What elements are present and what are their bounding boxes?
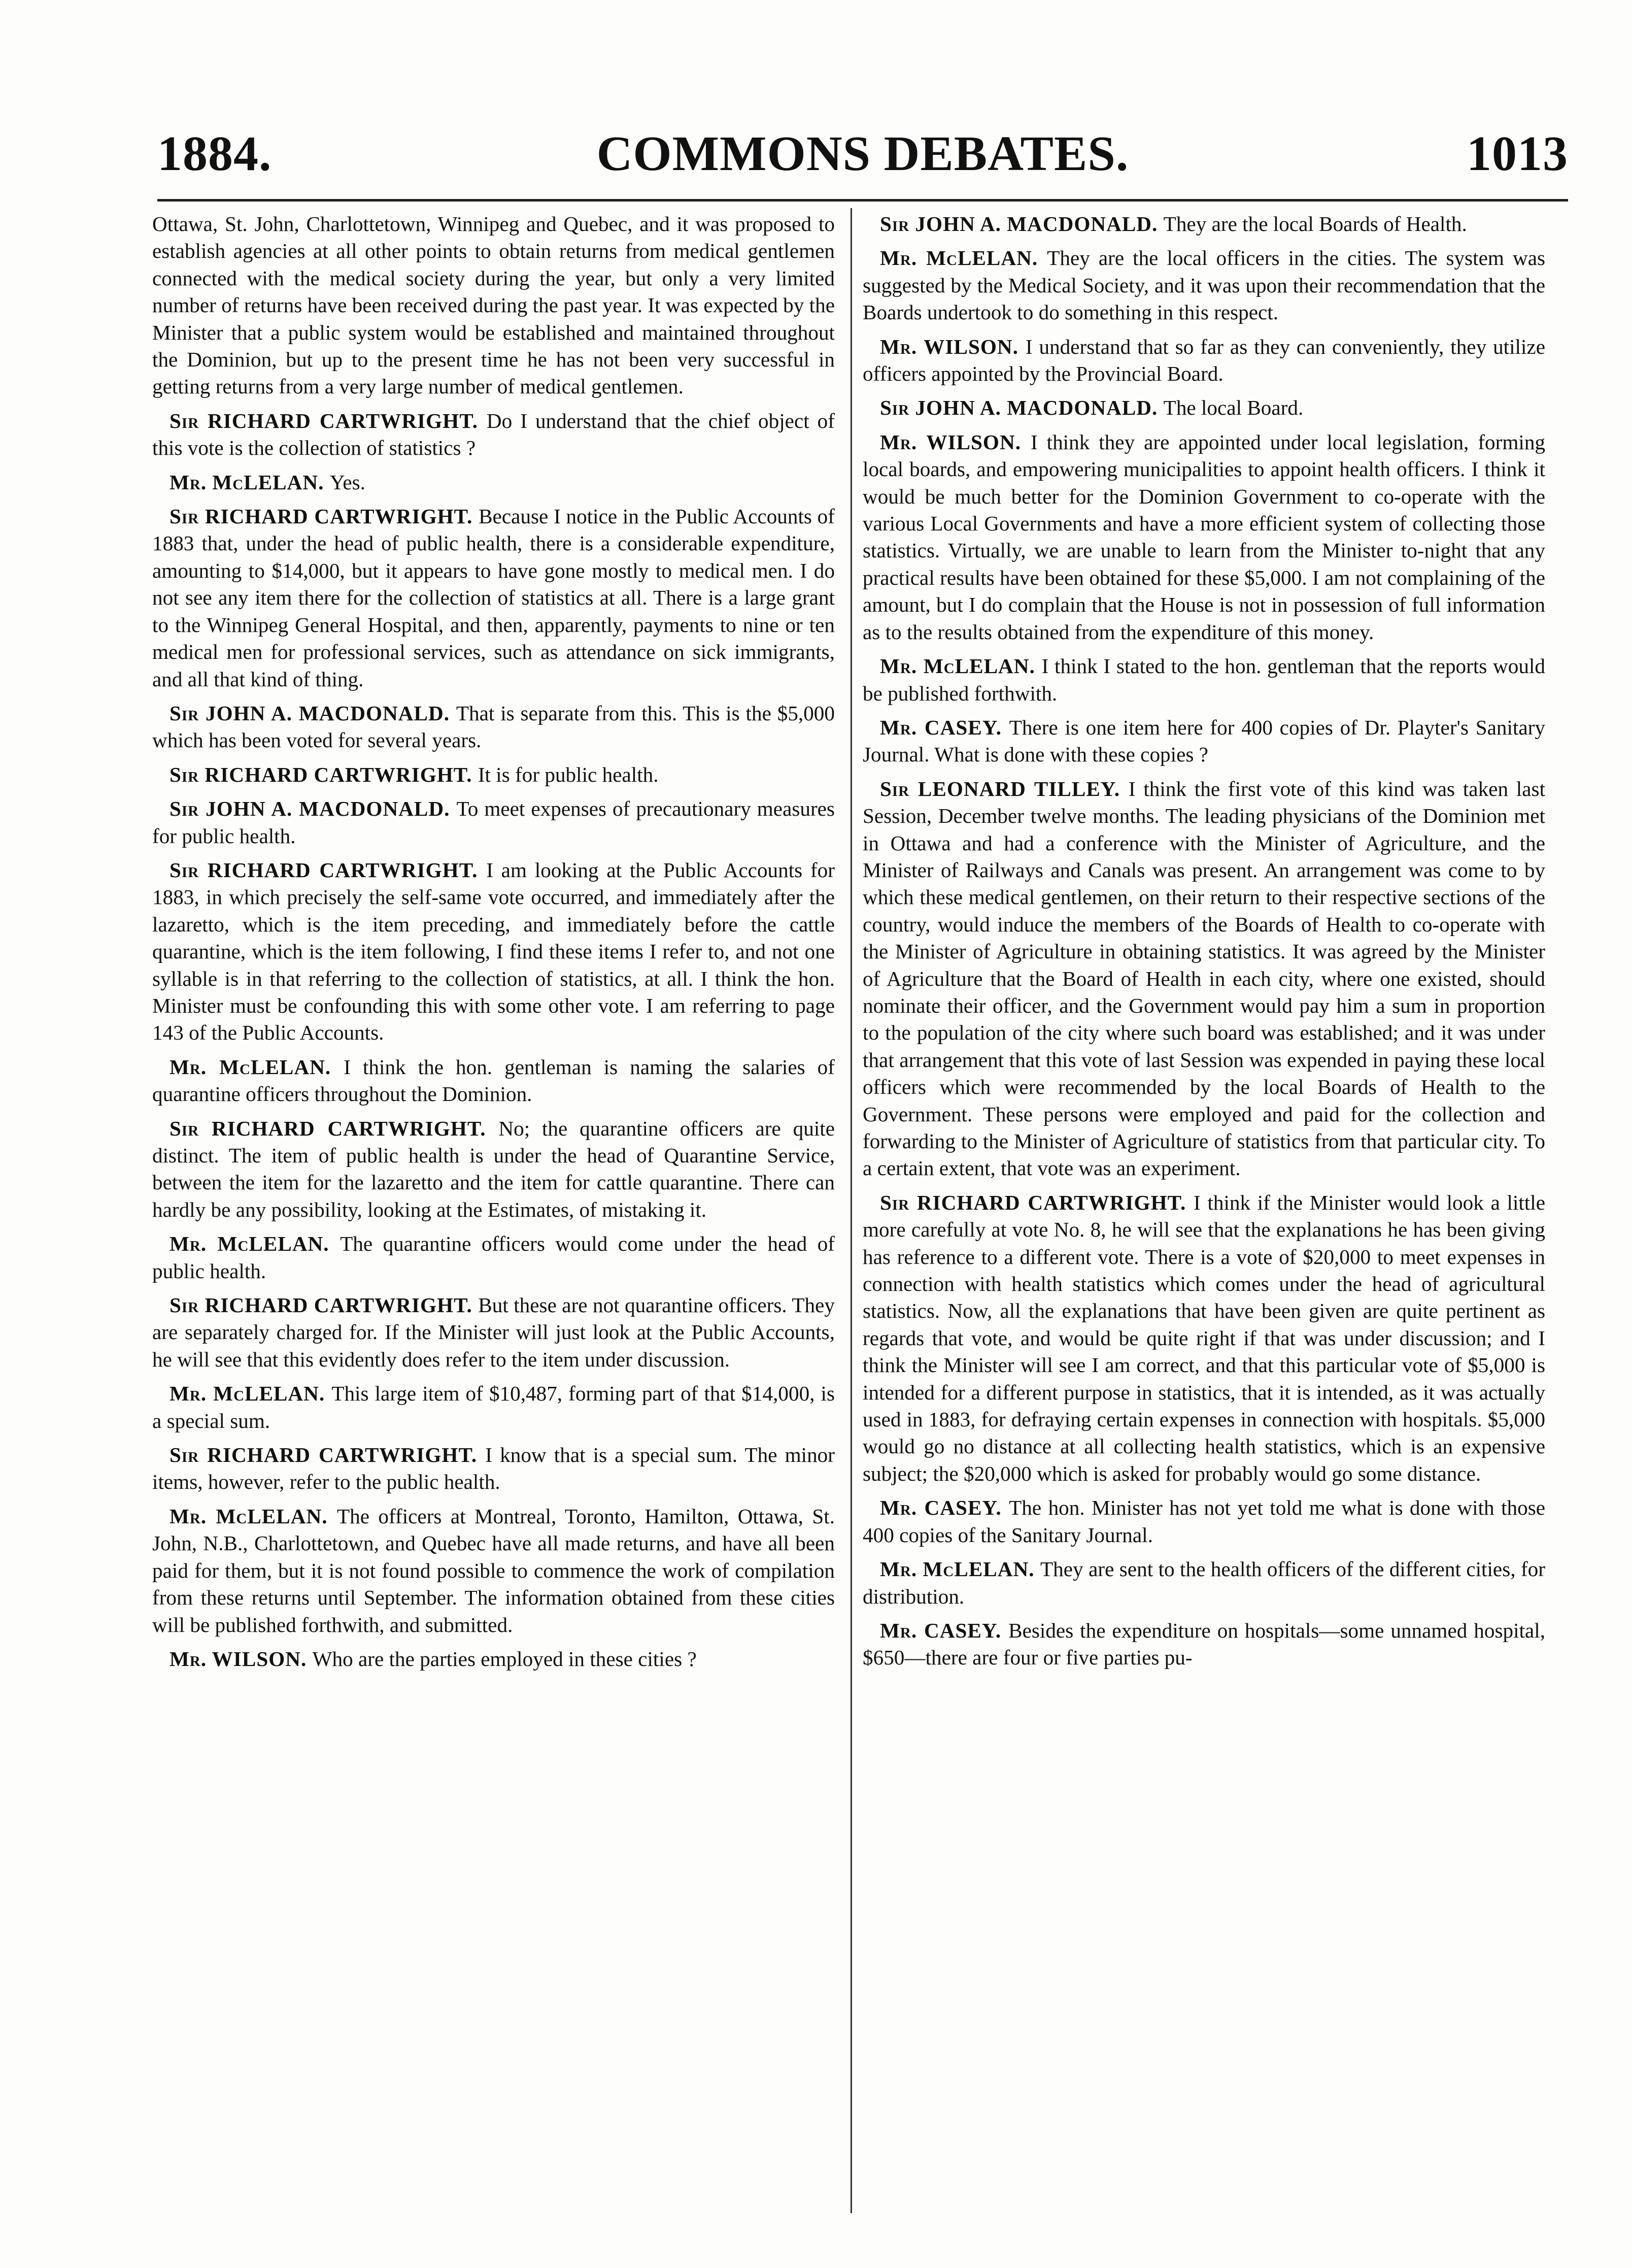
speech-text: They are the local officers in the cities. The system was suggested by the Medical Society, and it was upon their recommendation that the Boards undertook to do something in this respect. bbox=[863, 246, 1546, 324]
speech-text: I think the first vote of this kind was taken last Session, December twelve months. The leading physicians of the Dominion met in Ottawa and had a conference with the Minister of Agriculture, and the Minister of Railways and Canals was present. An arrangement was come to by which these medical gentlemen, on their return to their respective sections of the country, would induce the members of the Boards of Health to co-operate with the Minister of Agriculture in obtaining statistics. It was agreed by the Minister of Agriculture that the Board of Health in each city, where one existed, should nominate their officer, and the Government would pay him a sum in proportion to the population of the city where such board was established; and it was under that arrangement that this vote of last Session was expended in paying these local officers which were recommended by the local Boards of Health to the Government. These persons were employed and paid for the collection and forwarding to the Minister of Agriculture of statistics from that particular city. To a certain extent, that vote was an experiment. bbox=[863, 777, 1546, 1180]
speaker-name: Sir JOHN A. MACDONALD. bbox=[880, 396, 1158, 420]
speech-paragraph bbox=[863, 653, 1545, 707]
speaker-name: Sir RICHARD CARTWRIGHT. bbox=[169, 1293, 472, 1317]
speech-paragraph bbox=[152, 1646, 835, 1673]
speech-paragraph bbox=[863, 1189, 1545, 1487]
speaker-name: Sir JOHN A. MACDONALD. bbox=[880, 212, 1158, 236]
speech-text: I understand that so far as they can conveniently, they utilize officers appointed by the Provincial Board. bbox=[863, 335, 1545, 386]
speech-text: But these are not quarantine officers. They are separately charged for. If the Minister will just look at the Public Accounts, he will see that this evidently does refer to the item under discussion. bbox=[152, 1293, 835, 1371]
speech-paragraph bbox=[152, 408, 835, 462]
speech-paragraph bbox=[152, 211, 835, 401]
speech-paragraph bbox=[152, 700, 835, 754]
header-year: 1884. bbox=[157, 126, 272, 181]
speech-text: The hon. Minister has not yet told me what is done with those 400 copies of the Sanitary Journal. bbox=[863, 1496, 1546, 1547]
speaker-name: Sir RICHARD CARTWRIGHT. bbox=[169, 858, 478, 882]
speaker-name: Sir JOHN A. MACDONALD. bbox=[169, 797, 450, 821]
speech-paragraph bbox=[152, 1230, 835, 1285]
speech-text: There is one item here for 400 copies of Dr. Playter's Sanitary Journal. What is done with these copies ? bbox=[863, 715, 1545, 766]
speech-paragraph bbox=[152, 1115, 835, 1224]
speaker-name: Mr. McLELAN. bbox=[169, 1232, 329, 1256]
speech-paragraph bbox=[152, 1380, 835, 1435]
speaker-name: Sir RICHARD CARTWRIGHT. bbox=[169, 1443, 478, 1467]
speech-text: The officers at Montreal, Toronto, Hamilton, Ottawa, St. John, N.B., Charlottetown, and Quebec have all made returns, and have all been paid for them, but it is not found possible to commence the work of compilation from these returns until September. The information obtained from these cities will be published forthwith, and submitted. bbox=[152, 1504, 835, 1637]
speech-paragraph bbox=[152, 1054, 835, 1108]
speaker-name: Mr. McLELAN. bbox=[169, 470, 324, 494]
speech-text: It is for public health. bbox=[478, 762, 659, 786]
speaker-name: Mr. WILSON. bbox=[880, 430, 1021, 454]
speaker-name: Sir RICHARD CARTWRIGHT. bbox=[169, 505, 473, 528]
speech-text: The quarantine officers would come under the head of public health. bbox=[152, 1232, 835, 1283]
speech-paragraph bbox=[152, 857, 835, 1047]
left-column bbox=[152, 211, 835, 1680]
speaker-name: Sir RICHARD CARTWRIGHT. bbox=[169, 409, 478, 432]
speaker-name: Mr. McLELAN. bbox=[169, 1055, 331, 1079]
speech-paragraph bbox=[863, 1617, 1545, 1672]
speaker-name: Sir RICHARD CARTWRIGHT. bbox=[169, 762, 472, 786]
speech-text: I am looking at the Public Accounts for 1883, in which precisely the self-same vote occurred, and immediately after the lazaretto, which is the item preceding, and immediately before the cattle quarantine, which is the item following, I find these items I refer to, and not one syllable is in that referring to the collection of statistics, at all. I think the hon. Minister must be confounding this with some other vote. I am referring to page 143 of the Public Accounts. bbox=[152, 858, 835, 1045]
speaker-name: Mr. CASEY. bbox=[880, 1618, 1002, 1642]
speech-text: The local Board. bbox=[1163, 396, 1304, 420]
speaker-name: Mr. CASEY. bbox=[880, 715, 1002, 739]
speech-paragraph bbox=[152, 1292, 835, 1373]
speech-paragraph bbox=[863, 1494, 1545, 1549]
speech-text: I think they are appointed under local legislation, forming local boards, and empowering municipalities to appoint health officers. I think it would be much better for the Dominion Government to co-operate with the various Local Governments and have a more efficient system of collecting those statistics. Virtually, we are unable to learn from the Minister to-night that any practical results have been obtained for these $5,000. I am not complaining of the amount, but I do complain that the House is not in possession of full information as to the results obtained from the expenditure of this money. bbox=[863, 430, 1546, 644]
speaker-name: Mr. WILSON. bbox=[169, 1647, 307, 1671]
speaker-name: Mr. CASEY. bbox=[880, 1496, 1002, 1520]
speech-text: Besides the expenditure on hospitals—some unnamed hospital, $650—there are four or five parties pu- bbox=[863, 1618, 1545, 1670]
speaker-name: Sir JOHN A. MACDONALD. bbox=[169, 701, 450, 725]
speech-text: I think the hon. gentleman is naming the salaries of quarantine officers throughout the Dominion. bbox=[152, 1055, 835, 1106]
speech-text: They are the local Boards of Health. bbox=[1163, 212, 1467, 236]
speech-paragraph bbox=[863, 333, 1545, 388]
speech-paragraph bbox=[863, 211, 1545, 238]
speaker-name: Mr. McLELAN. bbox=[169, 1382, 325, 1406]
speech-text: That is separate from this. This is the $5,000 which has been voted for several years. bbox=[152, 701, 835, 752]
header-page-number: 1013 bbox=[1467, 126, 1568, 181]
speaker-name: Sir RICHARD CARTWRIGHT. bbox=[880, 1190, 1186, 1214]
speech-text: No; the quarantine officers are quite distinct. The item of public health is under the head of Quarantine Service, between the item for the lazaretto and the item for cattle quarantine. There can hardly be any possibility, looking at the Estimates, of mistaking it. bbox=[152, 1116, 835, 1221]
header-rule bbox=[157, 199, 1568, 202]
speech-paragraph bbox=[863, 714, 1545, 769]
speech-text: They are sent to the health officers of the different cities, for distribution. bbox=[863, 1557, 1545, 1608]
speech-text: I think I stated to the hon. gentleman that the reports would be published forthwith. bbox=[863, 654, 1546, 705]
speech-paragraph bbox=[863, 429, 1545, 646]
speaker-name: Mr. McLELAN. bbox=[880, 654, 1035, 678]
speech-text: Yes. bbox=[329, 470, 365, 494]
speech-paragraph bbox=[152, 795, 835, 850]
column-divider bbox=[851, 208, 852, 2213]
speaker-name: Mr. WILSON. bbox=[880, 335, 1018, 358]
speaker-name: Mr. McLELAN. bbox=[880, 1557, 1035, 1581]
speech-text: Ottawa, St. John, Charlottetown, Winnipeg and Quebec, and it was proposed to establish agencies at all other points to obtain returns from medical gentlemen connected with the medical society during the year, but only a very limited number of returns have been received during the past year. It was expected by the Minister that a public system would be established and maintained throughout the Dominion, but up to the present time he has not been very successful in getting returns from a very large number of medical gentlemen. bbox=[152, 212, 835, 398]
speech-paragraph bbox=[863, 245, 1545, 326]
header-title: COMMONS DEBATES. bbox=[596, 126, 1129, 181]
speech-paragraph bbox=[863, 394, 1545, 421]
speech-paragraph bbox=[863, 1556, 1545, 1610]
speech-paragraph bbox=[152, 469, 835, 496]
speaker-name: Mr. McLELAN. bbox=[169, 1504, 328, 1528]
speaker-name: Mr. McLELAN. bbox=[880, 246, 1038, 270]
speech-text: This large item of $10,487, forming part of that $14,000, is a special sum. bbox=[152, 1382, 835, 1432]
right-column bbox=[863, 211, 1545, 1679]
page-header bbox=[157, 117, 1568, 193]
speech-text: To meet expenses of precautionary measures for public health. bbox=[152, 797, 835, 848]
speech-paragraph bbox=[152, 761, 835, 788]
speaker-name: Sir RICHARD CARTWRIGHT. bbox=[169, 1116, 486, 1140]
speaker-name: Sir LEONARD TILLEY. bbox=[880, 777, 1120, 801]
speech-paragraph bbox=[152, 503, 835, 693]
speech-paragraph bbox=[152, 1503, 835, 1639]
speech-text: Because I notice in the Public Accounts of 1883 that, under the head of public health, there is a considerable expenditure, amounting to $14,000, but it appears to have gone mostly to medical men. I do not see any item there for the collection of statistics at all. There is a large grant to the Winnipeg General Hospital, and then, apparently, payments to nine or ten medical men for professional services, such as attendance on sick immigrants, and all that kind of thing. bbox=[152, 505, 835, 691]
speech-text: I think if the Minister would look a little more carefully at vote No. 8, he will see that the explanations he has been giving has reference to a different vote. There is a vote of $20,000 to meet expenses in connection with health statistics which comes under the head of agricultural statistics. Now, all the explanations that have been given are quite pertinent as regards that vote, and would be quite right if that was under discussion; and I think the Minister will see I am correct, and that this particular vote of $5,000 is intended for a different purpose in statistics, that it is intended, as it was actually used in 1883, for defraying certain expenses in connection with hospitals. $5,000 would go no distance at all collecting health statistics, which is an expensive subject; the $20,000 which is asked for probably would go some distance. bbox=[863, 1190, 1546, 1485]
speech-text: Who are the parties employed in these cities ? bbox=[312, 1647, 697, 1671]
speech-paragraph bbox=[863, 776, 1545, 1182]
speech-paragraph bbox=[152, 1442, 835, 1496]
speech-text: I know that is a special sum. The minor items, however, refer to the public health. bbox=[152, 1443, 835, 1494]
speech-text: Do I understand that the chief object of this vote is the collection of statistics ? bbox=[152, 409, 835, 460]
